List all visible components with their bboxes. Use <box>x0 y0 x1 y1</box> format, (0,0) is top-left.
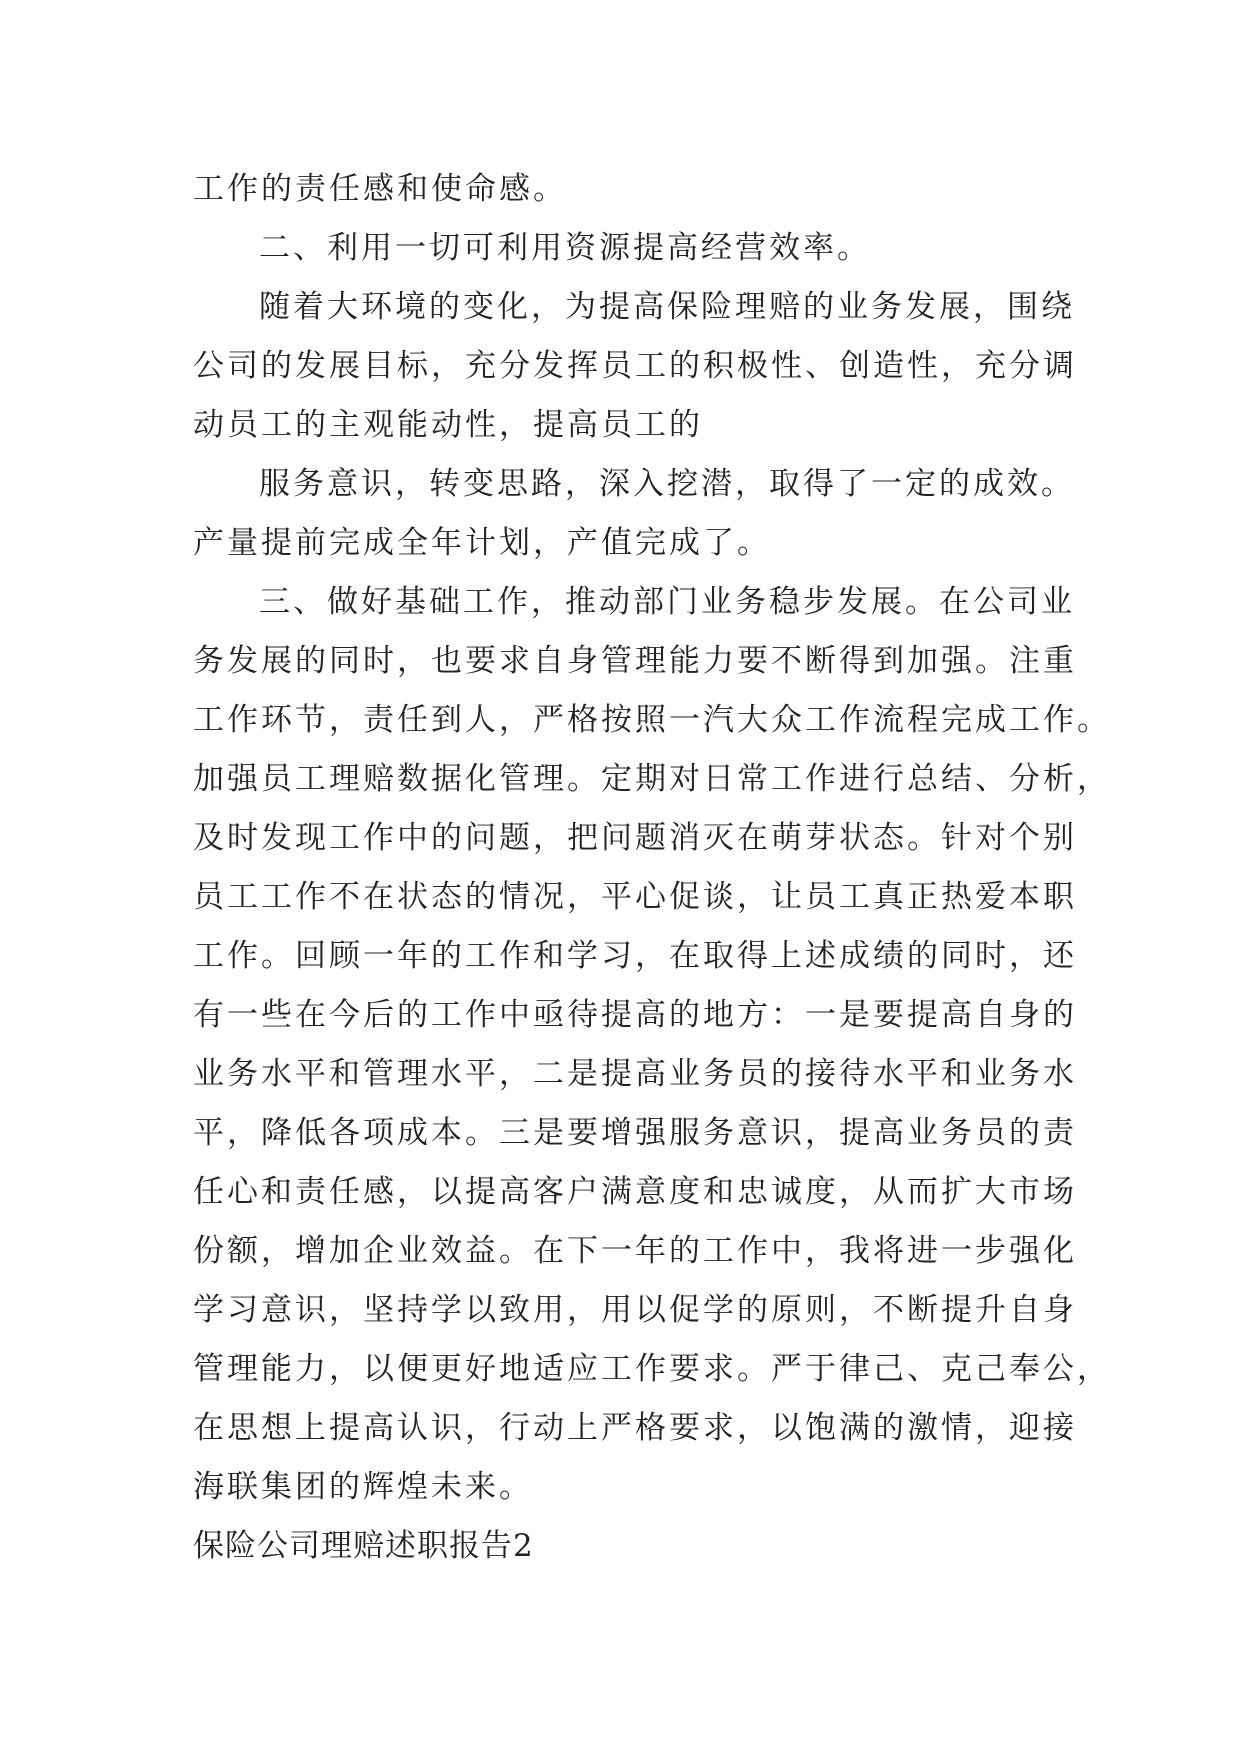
document-body <box>193 160 1111 1576</box>
text-line: 管理能力，以便更好地适应工作要求。严于律己、克己奉公， <box>193 1351 1111 1387</box>
text-line: 工作环节，责任到人，严格按照一汽大众工作流程完成工作。 <box>193 702 1111 738</box>
text-line: 产量提前完成全年计划，产值完成了。 <box>193 525 771 561</box>
text-line: 份额，增加企业效益。在下一年的工作中，我将进一步强化 <box>193 1233 1077 1269</box>
text-line: 及时发现工作中的问题，把问题消灭在萌芽状态。针对个别 <box>193 820 1077 856</box>
report-title: 保险公司理赔述职报告2 <box>193 1528 534 1564</box>
section-heading-3: 三、做好基础工作，推动部门业务稳步发展。在公司业 <box>259 584 1075 620</box>
text-line: 业务水平和管理水平，二是提高业务员的接待水平和业务水 <box>193 1056 1077 1092</box>
text-line: 在思想上提高认识，行动上严格要求，以饱满的激情，迎接 <box>193 1410 1077 1446</box>
text-line: 加强员工理赔数据化管理。定期对日常工作进行总结、分析， <box>193 761 1111 797</box>
text-line: 平，降低各项成本。三是要增强服务意识，提高业务员的责 <box>193 1115 1077 1151</box>
text-line: 工作的责任感和使命感。 <box>193 171 567 207</box>
text-line: 有一些在今后的工作中亟待提高的地方：一是要提高自身的 <box>193 997 1077 1033</box>
section-heading-2: 二、利用一切可利用资源提高经营效率。 <box>259 230 871 266</box>
text-line: 随着大环境的变化，为提高保险理赔的业务发展，围绕 <box>259 289 1075 325</box>
text-line: 公司的发展目标，充分发挥员工的积极性、创造性，充分调 <box>193 348 1077 384</box>
text-line: 任心和责任感，以提高客户满意度和忠诚度，从而扩大市场 <box>193 1174 1077 1210</box>
text-line: 动员工的主观能动性，提高员工的 <box>193 407 703 443</box>
text-line: 工作。回顾一年的工作和学习，在取得上述成绩的同时，还 <box>193 938 1077 974</box>
text-line: 务发展的同时，也要求自身管理能力要不断得到加强。注重 <box>193 643 1077 679</box>
text-line: 学习意识，坚持学以致用，用以促学的原则，不断提升自身 <box>193 1292 1077 1328</box>
text-line: 服务意识，转变思路，深入挖潜，取得了一定的成效。 <box>259 466 1075 502</box>
text-line: 海联集团的辉煌未来。 <box>193 1469 533 1505</box>
text-line: 员工工作不在状态的情况，平心促谈，让员工真正热爱本职 <box>193 879 1077 915</box>
